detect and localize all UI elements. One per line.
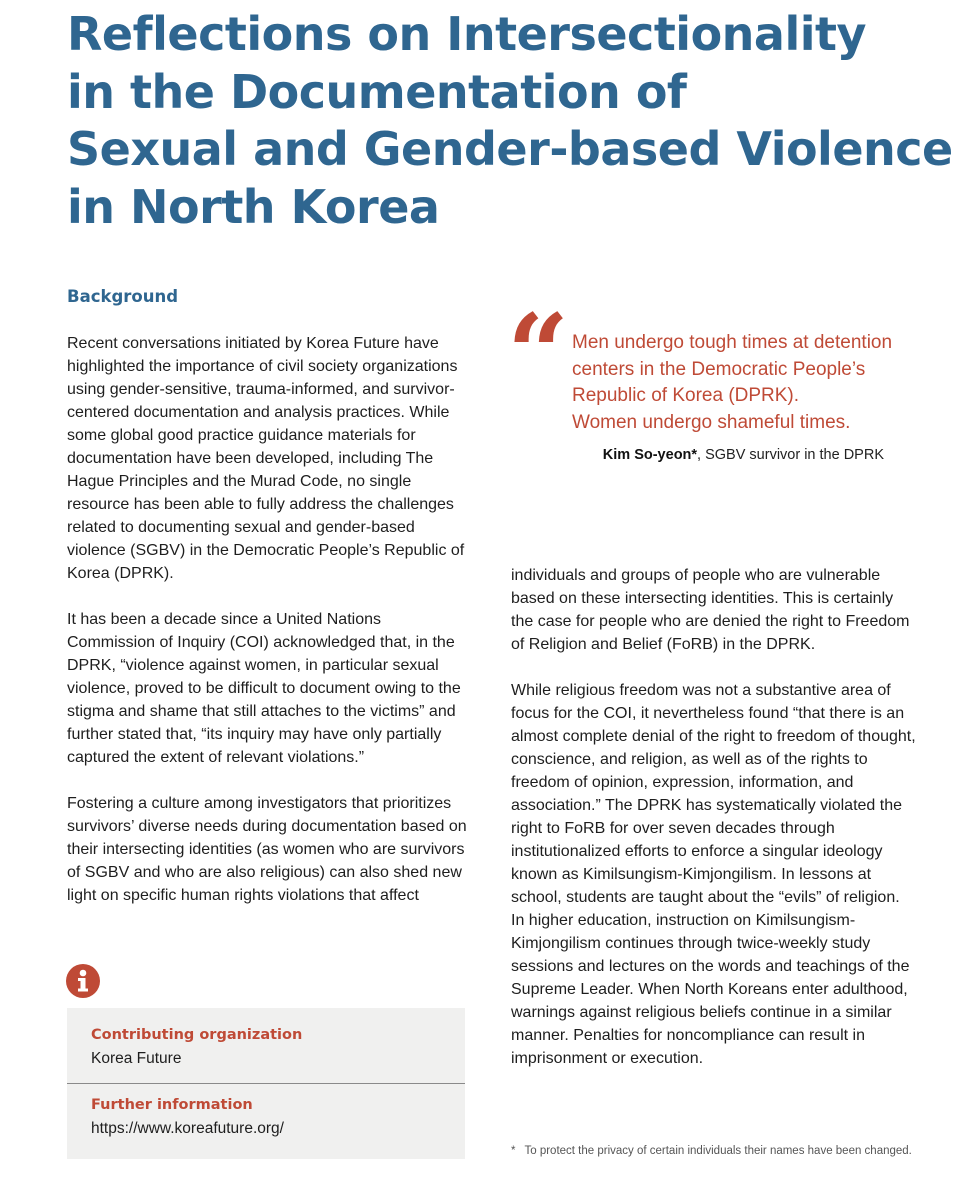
- section-heading-background: Background: [67, 287, 179, 306]
- info-icon: [66, 964, 100, 998]
- quote-attribution: [560, 447, 884, 463]
- further-information-label: Further information: [91, 1097, 253, 1113]
- quote-mark-icon: “: [507, 291, 570, 417]
- footnote: [511, 1145, 931, 1157]
- body-paragraph: Fostering a culture among investigators that prioritizes survivors’ diverse needs during documentation based on their intersecting identities (as women who are survivors of SGBV and who are also religious) can also shed new light on specific human rights violations that affect: [67, 795, 467, 904]
- further-information-link[interactable]: https://www.koreafuture.org/: [91, 1120, 284, 1137]
- title-line: in North Korea: [67, 179, 440, 234]
- title-line: Sexual and Gender-based Violence: [67, 122, 953, 176]
- page-title: [67, 6, 953, 236]
- quote-line: Men undergo tough times at detention: [572, 332, 893, 353]
- footnote-marker: *: [511, 1145, 516, 1157]
- contributing-organization-value: Korea Future: [91, 1050, 182, 1067]
- quote-line: centers in the Democratic People’s: [572, 358, 866, 380]
- body-paragraph: Recent conversations initiated by Korea Future have highlighted the importance of civil society organizations using gender-sensitive, trauma-informed, and survivor-centered documentation and analysis practices. While some global good practice guidance materials for documentation have been developed, including The Hague Principles and the Murad Code, no single resource has been able to fully address the challenges related to documenting sexual and gender-based violence (SGBV) in the Democratic People’s Republic of Korea (DPRK).: [67, 335, 465, 582]
- quote-author-description: , SGBV survivor in the DPRK: [697, 447, 884, 463]
- body-paragraph: It has been a decade since a United Nations Commission of Inquiry (COI) acknowledged that, in the DPRK, “violence against women, in particular sexual violence, proved to be difficult to document owing to the stigma and shame that still attaches to the victims” and further stated that, “its inquiry may have only partially captured the extent of relevant violations.”: [67, 611, 461, 766]
- info-glyph: [66, 964, 100, 998]
- body-paragraph: individuals and groups of people who are vulnerable based on these intersecting identities. This is certainly the case for people who are denied the right to Freedom of Religion and Belief (FoRB) in the DPRK.: [511, 567, 910, 653]
- contributing-organization-label: Contributing organization: [91, 1027, 303, 1043]
- pull-quote: [572, 330, 902, 436]
- body-paragraph: While religious freedom was not a substantive area of focus for the COI, it nevertheless found “that there is an almost complete denial of the right to freedom of thought, conscience, and religion, as well as of the rights to freedom of opinion, expression, information, and association.” The DPRK has systematically violated the right to FoRB for over seven decades through institutionalized efforts to enforce a singular ideology known as Kimilsungism-Kimjongilism. In lessons at school, students are taught about the “evils” of religion. In higher education, instruction on Kimilsungism-Kimjongilism continues through twice-weekly study sessions and lectures on the words and teachings of the Supreme Leader. When North Koreans enter adulthood, warnings against religious beliefs continue in a similar manner. Penalties for noncompliance can result in imprisonment or execution.: [511, 682, 916, 1067]
- quote-line: Republic of Korea (DPRK).: [572, 385, 800, 406]
- quote-author: Kim So-yeon*: [602, 447, 698, 463]
- right-column: [511, 564, 916, 1093]
- footnote-text: To protect the privacy of certain individuals their names have been changed.: [524, 1145, 912, 1157]
- left-column: [67, 332, 467, 930]
- title-line: Reflections on Intersectionality: [67, 7, 866, 61]
- info-box: [67, 1008, 465, 1159]
- title-line: in the Documentation of: [67, 64, 687, 119]
- quote-line: Women undergo shameful times.: [572, 411, 851, 433]
- info-divider: [67, 1083, 465, 1084]
